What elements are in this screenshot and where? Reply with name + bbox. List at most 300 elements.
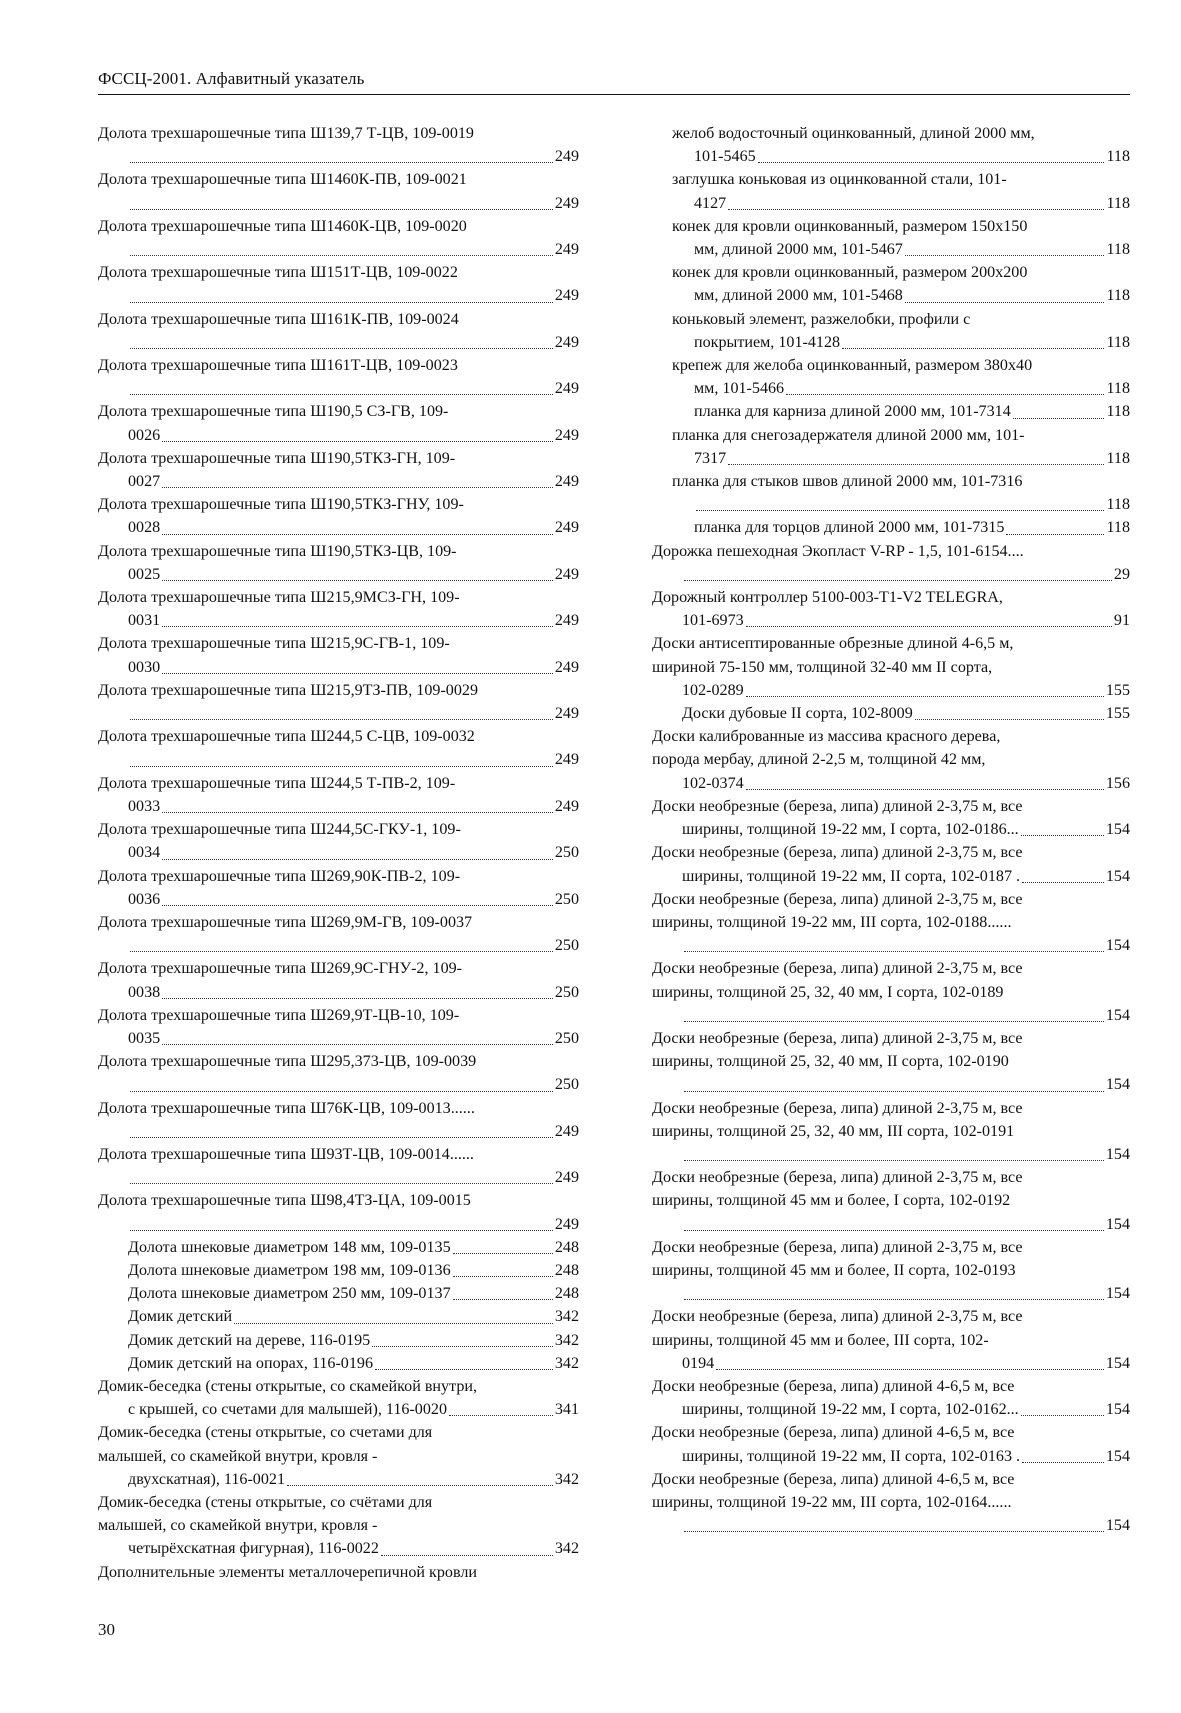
index-page-ref: 156	[1105, 774, 1130, 792]
index-entry	[98, 1050, 579, 1096]
index-entry-text: Долота трехшарошечные типа Ш190,5ТКЗ-ГН, 109-	[98, 449, 456, 467]
index-entry	[652, 122, 1130, 168]
dot-leader	[716, 1369, 1104, 1370]
index-entry-leader	[128, 748, 579, 771]
index-entry-continuation: 0036	[128, 890, 161, 908]
index-entry-text: Долота трехшарошечные типа Ш244,5 Т-ПВ-2, 109-	[98, 774, 456, 792]
index-entry-text: Доски необрезные (береза, липа) длиной 2-3,75 м, все	[652, 890, 1023, 908]
index-entry-leader	[694, 238, 1130, 261]
index-entry-continuation: 0031	[128, 612, 161, 630]
index-page-ref: 342	[554, 1331, 579, 1349]
dot-leader	[130, 1137, 553, 1138]
dot-leader	[162, 534, 553, 535]
index-entry-leader	[128, 284, 579, 307]
index-page-ref: 250	[554, 937, 579, 955]
index-entry	[652, 1468, 1130, 1538]
index-entry-text: шириной 75-150 мм, толщиной 32-40 мм II сорта,	[652, 658, 993, 676]
index-page-ref: 155	[1105, 681, 1130, 699]
index-page-ref: 250	[554, 844, 579, 862]
index-page-ref: 249	[554, 1169, 579, 1187]
index-entry-text: планка для снегозадержателя длиной 2000 мм, 101-	[672, 426, 1025, 444]
index-entry-continuation: планка для карниза длиной 2000 мм, 101-7314	[694, 403, 1011, 421]
index-entry	[652, 586, 1130, 632]
index-entry-leader	[682, 1004, 1130, 1027]
index-entry	[98, 400, 579, 446]
index-entry	[98, 215, 579, 261]
page-number: 30	[98, 1620, 115, 1639]
index-entry	[652, 470, 1130, 516]
dot-leader	[905, 302, 1105, 303]
index-page-ref: 155	[1105, 705, 1130, 723]
index-page-ref: 154	[1105, 1354, 1130, 1372]
index-entry	[98, 586, 579, 632]
index-page-ref: 249	[554, 241, 579, 259]
index-entry-continuation: мм, длиной 2000 мм, 101-5467	[694, 241, 903, 259]
index-entry-leader	[128, 1282, 579, 1305]
index-page-ref: 154	[1105, 1006, 1130, 1024]
index-entry	[98, 308, 579, 354]
index-entry-text: Доски необрезные (береза, липа) длиной 2-3,75 м, все	[652, 1099, 1023, 1117]
index-page-ref: 249	[554, 1215, 579, 1233]
index-entry	[98, 1491, 579, 1561]
index-page-ref: 118	[1106, 194, 1130, 212]
dot-leader	[130, 394, 553, 395]
index-entry-continuation: 0038	[128, 983, 161, 1001]
index-entry-text: Долота трехшарошечные типа Ш244,5С-ГКУ-1, 109-	[98, 821, 461, 839]
index-entry-leader	[682, 772, 1130, 795]
index-entry-leader	[694, 493, 1130, 516]
index-page-ref: 154	[1105, 1517, 1130, 1535]
index-entry	[652, 795, 1130, 841]
index-entry	[652, 1027, 1130, 1097]
index-entry-text: Доски необрезные (береза, липа) длиной 2-3,75 м, все	[652, 844, 1023, 862]
index-page-ref: 154	[1105, 1401, 1130, 1419]
index-entry-continuation: Долота шнековые диаметром 250 мм, 109-0137	[128, 1285, 451, 1303]
dot-leader	[162, 626, 553, 627]
dot-leader	[1021, 835, 1104, 836]
index-entry-leader	[682, 563, 1130, 586]
index-entry-text: Дорожный контроллер 5100-003-T1-V2 TELEGRA,	[652, 589, 1003, 607]
index-entry-leader	[128, 1027, 579, 1050]
index-page-ref: 249	[554, 473, 579, 491]
dot-leader	[130, 302, 553, 303]
index-entry-text: Доски необрезные (береза, липа) длиной 2-3,75 м, все	[652, 797, 1023, 815]
index-entry-continuation: мм, 101-5466	[694, 380, 785, 398]
index-entry-continuation: 0030	[128, 658, 161, 676]
index-entry-text: малышей, со скамейкой внутри, кровля -	[98, 1447, 378, 1465]
index-entry-continuation: 0033	[128, 797, 161, 815]
index-entry-leader	[128, 981, 579, 1004]
dot-leader	[786, 394, 1104, 395]
index-entry-leader	[682, 1398, 1130, 1421]
index-entry-leader	[128, 1073, 579, 1096]
dot-leader	[130, 162, 553, 163]
dot-leader	[1006, 534, 1104, 535]
dot-leader	[684, 580, 1112, 581]
dot-leader	[1022, 1462, 1104, 1463]
index-page-ref: 250	[554, 1076, 579, 1094]
index-entry-leader	[682, 1213, 1130, 1236]
index-entry	[98, 1004, 579, 1050]
index-entry	[98, 1189, 579, 1235]
index-page-ref: 91	[1113, 612, 1130, 630]
index-page-ref: 118	[1106, 496, 1130, 514]
index-entry-text: Долота трехшарошечные типа Ш215,9МСЗ-ГН, 109-	[98, 589, 460, 607]
index-page-ref: 118	[1106, 449, 1130, 467]
index-entry-leader	[682, 1073, 1130, 1096]
index-page-ref: 249	[554, 194, 579, 212]
dot-leader	[162, 905, 553, 906]
index-entry-text: конек для кровли оцинкованный, размером 200х200	[672, 264, 1028, 282]
index-page-ref: 118	[1106, 333, 1130, 351]
dot-leader	[453, 1299, 553, 1300]
index-page-ref: 154	[1105, 1076, 1130, 1094]
dot-leader	[1022, 882, 1104, 883]
index-entry	[98, 1561, 579, 1584]
index-entry-text: Доски необрезные (береза, липа) длиной 4-6,5 м, все	[652, 1377, 1015, 1395]
index-entry	[98, 1259, 579, 1282]
index-entry-text: ширины, толщиной 25, 32, 40 мм, III сорта, 102-0191	[652, 1122, 1015, 1140]
dot-leader	[130, 348, 553, 349]
dot-leader	[130, 255, 553, 256]
index-entry	[98, 1329, 579, 1352]
index-page-ref: 29	[1113, 565, 1130, 583]
index-entry-continuation: четырёхскатная фигурная), 116-0022	[128, 1540, 379, 1558]
index-entry-leader	[128, 424, 579, 447]
index-entry-continuation: 0035	[128, 1029, 161, 1047]
index-entry-text: Долота трехшарошечные типа Ш190,5ТКЗ-ГНУ, 109-	[98, 496, 464, 514]
dot-leader	[375, 1369, 553, 1370]
index-entry-leader	[128, 888, 579, 911]
index-entry-leader	[682, 865, 1130, 888]
index-entry	[652, 540, 1130, 586]
dot-leader	[162, 580, 553, 581]
index-entry	[652, 261, 1130, 307]
index-page-ref: 249	[554, 287, 579, 305]
dot-leader	[162, 673, 553, 674]
index-page-ref: 154	[1105, 1447, 1130, 1465]
index-entry-leader	[128, 470, 579, 493]
dot-leader	[905, 255, 1105, 256]
index-entry-text: Домик-беседка (стены открытые, со скамейкой внутри,	[98, 1377, 477, 1395]
index-page-ref: 249	[554, 705, 579, 723]
index-entry-continuation: ширины, толщиной 19-22 мм, I сорта, 102-0162...	[682, 1401, 1019, 1419]
index-entry-text: ширины, толщиной 45 мм и более, III сорта, 102-	[652, 1331, 989, 1349]
index-entry	[98, 1421, 579, 1491]
index-entry-text: Долота трехшарошечные типа Ш139,7 Т-ЦВ, 109-0019	[98, 125, 474, 142]
index-entry	[98, 1282, 579, 1305]
index-entry-leader	[128, 563, 579, 586]
index-entry-text: ширины, толщиной 45 мм и более, II сорта, 102-0193	[652, 1261, 1016, 1279]
index-entry-text: Доски необрезные (береза, липа) длиной 2-3,75 м, все	[652, 1029, 1023, 1047]
index-entry-leader	[128, 238, 579, 261]
index-page-ref: 118	[1106, 380, 1130, 398]
index-entry-continuation: 0027	[128, 473, 161, 491]
index-entry-leader	[128, 656, 579, 679]
index-page-ref: 118	[1106, 519, 1130, 537]
index-entry-leader	[128, 609, 579, 632]
dot-leader	[287, 1485, 553, 1486]
index-entry	[652, 1097, 1130, 1167]
index-entry	[652, 400, 1130, 423]
index-entry-continuation: планка для торцов длиной 2000 мм, 101-7315	[694, 519, 1005, 537]
index-entry-continuation: Доски дубовые II сорта, 102-8009	[682, 705, 913, 723]
index-entry-leader	[128, 1468, 579, 1491]
dot-leader	[746, 696, 1104, 697]
dot-leader	[684, 1021, 1104, 1022]
index-entry-text: заглушка коньковая из оцинкованной стали, 101-	[672, 171, 1007, 189]
index-page-ref: 249	[554, 333, 579, 351]
index-entry-continuation: 102-0374	[682, 774, 744, 792]
dot-leader	[1013, 418, 1105, 419]
index-entry-text: Долота трехшарошечные типа Ш190,5ТКЗ-ЦВ, 109-	[98, 542, 457, 560]
dot-leader	[728, 209, 1104, 210]
dot-leader	[130, 719, 553, 720]
index-entry-leader	[682, 1143, 1130, 1166]
index-entry	[98, 447, 579, 493]
index-page-ref: 250	[554, 890, 579, 908]
index-entry-continuation: 101-5465	[694, 148, 756, 166]
page-header: ФССЦ-2001. Алфавитный указатель	[98, 68, 1130, 95]
index-entry-leader	[128, 1166, 579, 1189]
index-entry-leader	[694, 377, 1130, 400]
index-entry-leader	[128, 1236, 579, 1259]
index-entry-continuation: 0026	[128, 426, 161, 444]
index-entry-leader	[128, 1259, 579, 1282]
dot-leader	[381, 1555, 553, 1556]
index-entry-text: Долота трехшарошечные типа Ш1460К-ЦВ, 109-0020	[98, 217, 467, 235]
index-page-ref: 342	[554, 1308, 579, 1326]
index-entry	[98, 1143, 579, 1189]
index-page-ref: 248	[554, 1238, 579, 1256]
index-entry-leader	[128, 795, 579, 818]
index-entry	[652, 308, 1130, 354]
index-entry-text: ширины, толщиной 25, 32, 40 мм, I сорта, 102-0189	[652, 983, 1004, 1001]
index-entry-text: Долота трехшарошечные типа Ш244,5 С-ЦВ, 109-0032	[98, 728, 475, 746]
index-entry-leader	[128, 934, 579, 957]
index-entry-text: Долота трехшарошечные типа Ш269,9М-ГВ, 109-0037	[98, 913, 473, 931]
index-entry-leader	[128, 702, 579, 725]
index-entry-text: Дорожка пешеходная Экопласт V-RP - 1,5, 101-6154....	[652, 542, 1024, 560]
index-entry	[98, 725, 579, 771]
index-entry	[98, 122, 579, 168]
index-entry-continuation: Домик детский	[128, 1308, 233, 1326]
index-entry-leader	[128, 1352, 579, 1375]
index-entry-text: Долота трехшарошечные типа Ш98,4ТЗ-ЦА, 109-0015	[98, 1192, 471, 1210]
index-entry-text: Доски необрезные (береза, липа) длиной 2-3,75 м, все	[652, 1169, 1023, 1187]
index-page-ref: 248	[554, 1285, 579, 1303]
index-page-ref: 249	[554, 797, 579, 815]
dot-leader	[915, 719, 1104, 720]
index-page-ref: 118	[1106, 148, 1130, 166]
index-entry-text: Доски необрезные (береза, липа) длиной 4-6,5 м, все	[652, 1424, 1015, 1442]
dot-leader	[130, 951, 553, 952]
index-entry	[98, 540, 579, 586]
index-entry	[98, 1236, 579, 1259]
index-entry-text: ширины, толщиной 19-22 мм, III сорта, 102-0164......	[652, 1493, 1012, 1511]
index-entry-continuation: Домик детский на дереве, 116-0195	[128, 1331, 371, 1349]
index-entry-text: конек для кровли оцинкованный, размером 150х150	[672, 217, 1028, 235]
index-page-ref: 250	[554, 1029, 579, 1047]
index-entry-leader	[694, 192, 1130, 215]
index-entry	[98, 957, 579, 1003]
index-entry	[98, 1305, 579, 1328]
index-entry-leader	[128, 192, 579, 215]
index-entry	[652, 215, 1130, 261]
index-page-ref: 249	[554, 380, 579, 398]
index-entry	[98, 679, 579, 725]
index-page-ref: 154	[1105, 1215, 1130, 1233]
index-entry-text: малышей, со скамейкой внутри, кровля -	[98, 1517, 378, 1535]
index-entry	[652, 1166, 1130, 1236]
index-entry	[98, 632, 579, 678]
dot-leader	[162, 812, 553, 813]
index-entry	[98, 865, 579, 911]
dot-leader	[728, 464, 1104, 465]
index-entry-continuation: Долота шнековые диаметром 198 мм, 109-0136	[128, 1261, 451, 1279]
index-entry-continuation: 0194	[682, 1354, 715, 1372]
dot-leader	[684, 1299, 1104, 1300]
index-page-ref: 342	[554, 1540, 579, 1558]
index-entry-leader	[682, 818, 1130, 841]
index-entry	[652, 424, 1130, 470]
index-entry	[652, 1421, 1130, 1467]
index-entry-leader	[128, 1398, 579, 1421]
index-entry-text: ширины, толщиной 45 мм и более, I сорта, 102-0192	[652, 1192, 1011, 1210]
index-entry-text: Долота трехшарошечные типа Ш269,9Т-ЦВ-10, 109-	[98, 1006, 460, 1024]
index-page-ref: 342	[554, 1470, 579, 1488]
dot-leader	[162, 441, 553, 442]
index-entry-text: Долота трехшарошечные типа Ш295,373-ЦВ, 109-0039	[98, 1053, 477, 1071]
index-entry-continuation: 0034	[128, 844, 161, 862]
index-entry-leader	[128, 331, 579, 354]
index-entry-leader	[694, 145, 1130, 168]
index-entry	[98, 818, 579, 864]
dot-leader	[234, 1323, 553, 1324]
index-entry-text: крепеж для желоба оцинкованный, размером 380х40	[672, 357, 1033, 375]
index-entry-leader	[128, 1537, 579, 1560]
index-entry-continuation: ширины, толщиной 19-22 мм, II сорта, 102-0187 .	[682, 867, 1021, 885]
index-entry-text: Долота трехшарошечные типа Ш190,5 СЗ-ГВ, 109-	[98, 403, 449, 421]
index-entry-text: Домик-беседка (стены открытые, со счетами для	[98, 1424, 433, 1442]
dot-leader	[162, 998, 553, 999]
index-entry	[652, 1375, 1130, 1421]
index-entry	[652, 354, 1130, 400]
index-entry-text: Долота трехшарошечные типа Ш93Т-ЦВ, 109-0014......	[98, 1145, 474, 1163]
index-entry	[98, 354, 579, 400]
index-page-ref: 249	[554, 612, 579, 630]
index-entry-leader	[694, 331, 1130, 354]
index-entry-continuation: Долота шнековые диаметром 148 мм, 109-0135	[128, 1238, 451, 1256]
index-entry-leader	[128, 1305, 579, 1328]
dot-leader	[746, 626, 1112, 627]
index-page-ref: 248	[554, 1261, 579, 1279]
index-entry	[652, 516, 1130, 539]
index-entry-leader	[694, 400, 1130, 423]
index-entry-text: планка для стыков швов длиной 2000 мм, 101-7316	[672, 473, 1023, 491]
dot-leader	[1021, 1415, 1104, 1416]
index-entry-leader	[682, 679, 1130, 702]
index-entry-leader	[682, 1352, 1130, 1375]
index-page-ref: 250	[554, 983, 579, 1001]
index-entry	[652, 888, 1130, 958]
index-entry	[98, 1375, 579, 1421]
index-column-left	[98, 122, 579, 1584]
index-entry-leader	[694, 516, 1130, 539]
dot-leader	[130, 1091, 553, 1092]
index-entry	[652, 957, 1130, 1027]
index-entry-text: Долота трехшарошечные типа Ш1460К-ПВ, 109-0021	[98, 171, 467, 189]
dot-leader	[162, 859, 553, 860]
index-page-ref: 342	[554, 1354, 579, 1372]
index-entry	[98, 1097, 579, 1143]
dot-leader	[130, 1183, 553, 1184]
index-entry-text: Доски необрезные (береза, липа) длиной 4-6,5 м, все	[652, 1470, 1015, 1488]
index-entry-text: Доски необрезные (береза, липа) длиной 2-3,75 м, все	[652, 1308, 1023, 1326]
index-entry-continuation: 7317	[694, 449, 727, 467]
index-entry-text: Долота трехшарошечные типа Ш215,9ТЗ-ПВ, 109-0029	[98, 681, 478, 699]
index-entry-continuation: Домик детский на опорах, 116-0196	[128, 1354, 373, 1372]
index-entry-text: Доски калиброванные из массива красного дерева,	[652, 728, 1001, 746]
index-entry-text: Долота трехшарошечные типа Ш215,9С-ГВ-1, 109-	[98, 635, 450, 653]
index-entry-text: ширины, толщиной 25, 32, 40 мм, II сорта, 102-0190	[652, 1053, 1009, 1071]
index-entry-leader	[682, 609, 1130, 632]
index-page-ref: 249	[554, 1122, 579, 1140]
index-entry-leader	[128, 1329, 579, 1352]
index-entry	[652, 702, 1130, 725]
index-entry	[652, 632, 1130, 702]
index-entry-text: Долота трехшарошечные типа Ш76К-ЦВ, 109-0013......	[98, 1099, 475, 1117]
index-entry-leader	[694, 447, 1130, 470]
index-entry-text: Доски необрезные (береза, липа) длиной 2-3,75 м, все	[652, 960, 1023, 978]
dot-leader	[449, 1415, 553, 1416]
index-entry-leader	[128, 1213, 579, 1236]
index-entry-continuation: мм, длиной 2000 мм, 101-5468	[694, 287, 903, 305]
dot-leader	[684, 1091, 1104, 1092]
index-entry	[652, 168, 1130, 214]
index-entry-leader	[128, 145, 579, 168]
index-entry-leader	[682, 1514, 1130, 1537]
index-entry-leader	[682, 702, 1130, 725]
index-entry-continuation: 0025	[128, 565, 161, 583]
index-entry	[98, 1352, 579, 1375]
index-entry-continuation: с крышей, со счетами для малышей), 116-0020	[128, 1401, 447, 1419]
index-entry	[652, 1236, 1130, 1306]
index-entry-leader	[128, 1120, 579, 1143]
index-page-ref: 249	[554, 519, 579, 537]
dot-leader	[758, 162, 1105, 163]
index-entry-continuation: 4127	[694, 194, 727, 212]
index-entry	[98, 261, 579, 307]
index-page-ref: 154	[1105, 1285, 1130, 1303]
index-entry-continuation: ширины, толщиной 19-22 мм, II сорта, 102-0163 .	[682, 1447, 1021, 1465]
dot-leader	[696, 510, 1104, 511]
dot-leader	[453, 1276, 553, 1277]
dot-leader	[684, 951, 1104, 952]
dot-leader	[684, 1531, 1104, 1532]
index-page-ref: 249	[554, 426, 579, 444]
index-entry-leader	[682, 934, 1130, 957]
dot-leader	[162, 1044, 553, 1045]
index-page-ref: 154	[1105, 867, 1130, 885]
index-page-ref: 118	[1106, 287, 1130, 305]
index-entry-text: желоб водосточный оцинкованный, длиной 2000 мм,	[672, 125, 1035, 142]
index-entry-text: Долота трехшарошечные типа Ш269,90К-ПВ-2, 109-	[98, 867, 461, 885]
index-page-ref: 249	[554, 658, 579, 676]
dot-leader	[684, 1230, 1104, 1231]
index-entry-continuation: покрытием, 101-4128	[694, 333, 841, 351]
index-entry-continuation: 0028	[128, 519, 161, 537]
